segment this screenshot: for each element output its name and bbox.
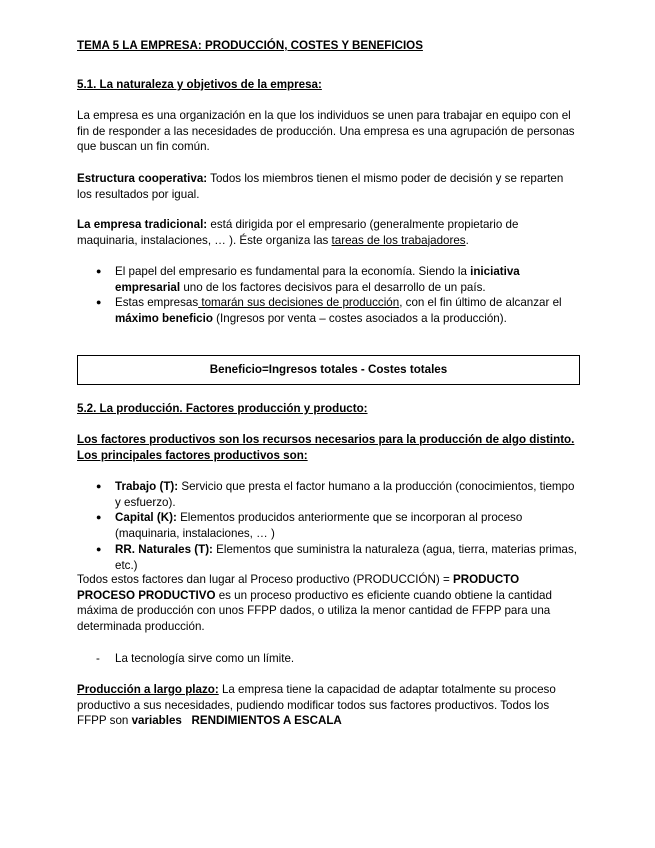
- entrepreneur-list: [77, 264, 577, 327]
- factors-list: [77, 479, 577, 573]
- list-item: ● Trabajo (T): Servicio que presta el factor humano a la producción (conocimientos, tiempo y esfuerzo).: [77, 479, 577, 510]
- technology-list: [77, 651, 577, 667]
- paragraph-cooperative: [77, 171, 577, 202]
- traditional-label: La empresa tradicional:: [77, 218, 208, 231]
- paragraph-traditional: La empresa tradicional: está dirigida por el empresario (generalmente propietario de maquinaria, instalaciones, … ). Éste organiza las tareas de los trabajadores.: [77, 218, 519, 247]
- workers-tasks-link: tareas de los trabajadores: [331, 233, 466, 247]
- document-title: TEMA 5 LA EMPRESA: PRODUCCIÓN, COSTES Y BENEFICIOS: [77, 39, 423, 52]
- paragraph-definition: La empresa es una organización en la que los individuos se unen para trabajar en equipo con el fin de responder a las necesidades de producción. Una empresa es una agrupación de personas que buscan un fin común.: [77, 109, 575, 154]
- list-item: - La tecnología sirve como un límite.: [77, 651, 577, 667]
- list-item: ● Estas empresas tomarán sus decisiones de producción, con el fin último de alcanzar el máximo beneficio (Ingresos por venta – costes asociados a la producción).: [77, 295, 577, 326]
- traditional-text: está dirigida por el empresario (generalmente propietario de maquinaria, instalaciones, … ). Éste organiza las: [77, 218, 519, 247]
- benefit-formula-box: Beneficio=Ingresos totales - Costes totales: [77, 355, 580, 385]
- section-1-heading: 5.1. La naturaleza y objetivos de la empresa:: [77, 78, 322, 91]
- factors-intro: Los factores productivos son los recursos necesarios para la producción de algo distinto. Los principales factores productivos son:: [77, 433, 575, 462]
- list-item: ● El papel del empresario es fundamental para la economía. Siendo la iniciativa empresarial uno de los factores decisivos para el desarrollo de un país.: [77, 264, 577, 295]
- list-item: ● Capital (K): Elementos producidos anteriormente que se incorporan al proceso (maquinaria, instalaciones, … ): [77, 510, 577, 541]
- cooperative-text: Todos los miembros tienen el mismo poder de decisión y se reparten los resultados por igual.: [77, 172, 564, 201]
- paragraph-long-term: Producción a largo plazo: La empresa tiene la capacidad de adaptar totalmente su proceso productivo a sus necesidades, pudiendo modificar todos sus factores productivos. Todos los FFPP son variables RENDIMIENTOS A ESCALA: [77, 683, 556, 728]
- list-item: ● RR. Naturales (T): Elementos que suministra la naturaleza (agua, tierra, materias primas, etc.): [77, 542, 577, 573]
- paragraph-process: Todos estos factores dan lugar al Proceso productivo (PRODUCCIÓN) = PRODUCTO PROCESO PRODUCTIVO es un proceso productivo es eficiente cuando obtiene la cantidad máxima de producción con unos FFPP dados, o utiliza la menor cantidad de FFPP para una determinada producción.: [77, 573, 552, 634]
- cooperative-label: Estructura cooperativa:: [77, 172, 208, 185]
- section-2-heading: 5.2. La producción. Factores producción y producto:: [77, 402, 368, 415]
